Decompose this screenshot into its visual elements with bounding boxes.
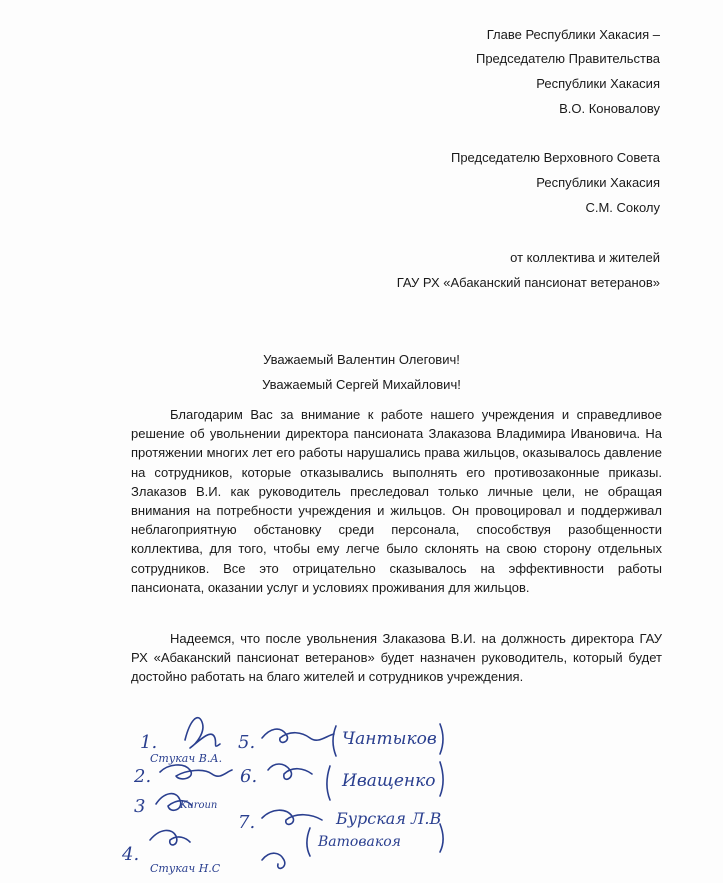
sig-number-1: 1. [140,732,158,753]
greeting-2: Уважаемый Сергей Михайлович! [262,377,461,392]
signature-4-scribble [150,830,190,845]
sig-name-4: Чантыков [342,729,437,749]
bracket-left-5 [333,726,336,756]
addressee-line-7: С.М. Соколу [585,200,660,215]
sig-name-2: Kuroun [180,800,218,811]
addressee-line-6: Республики Хакасия [536,175,660,190]
greeting-1: Уважаемый Валентин Олегович! [263,352,460,367]
signature-1-scribble [185,718,220,748]
sig-name-5: Иващенко [342,771,436,791]
sig-number-4: 4. [122,844,140,865]
addressee-line-5: Председателю Верховного Совета [450,150,660,165]
bracket-left-7 [307,828,310,856]
sig-name-1: Стукач В.А. [150,752,223,765]
sig-number-6: 6. [240,766,258,787]
sig-number-5: 5. [238,732,256,753]
bracket-left-6 [327,766,330,800]
sender-line-1: от коллектива и жителей [510,250,660,265]
sender-line-2: ГАУ РХ «Абаканский пансионат ветеранов» [396,275,660,290]
bracket-right-6 [440,762,443,796]
signatures-drawing [0,700,723,883]
sig-name-7: Ватовакоя [318,834,401,850]
addressee-line-3: Республики Хакасия [536,76,660,91]
sig-number-7: 7. [238,812,256,833]
body-paragraph-2-text: Надеемся, что после увольнения Злаказова В.И. на должность директора ГАУ РХ «Абаканский пансионат ветеранов» будет назначен руководитель, который будет достойно работать на благо жителей и сотрудников учреждения. [131,631,662,685]
sig-number-3: 3 [134,796,146,817]
signatures-block [0,700,723,883]
sig-number-2: 2. [134,766,152,787]
bracket-right-7 [440,824,443,852]
body-paragraph-2 [131,629,662,687]
sig-name-3: Стукач Н.С [150,862,221,875]
addressee-line-4: В.О. Коновалову [559,101,660,116]
sig-name-6: Бурская Л.В [336,809,442,828]
body-paragraph-1 [131,405,662,597]
body-paragraph-1-text: Благодарим Вас за внимание к работе нашего учреждения и справедливое решение об увольнении директора пансионата Злаказова Владимира Ивановича. На протяжении многих лет его работы нарушались права жильцов, оказывалось давление на сотрудников, которые отказывались выполнять его противозаконные приказы. Злаказов В.И. как руководитель преследовал только личные цели, не обращая внимания на потребности учреждения и жильцов. Он провоцировал и поддерживал неблагоприятную обстановку среди персонала, способствуя разобщенности коллектива, для того, чтобы ему легче было склонять на свою сторону отдельных сотрудников. Все это отрицательно сказывалось на эффективности работы пансионата, оказании услуг и условиях проживания для жильцов. [131,407,662,595]
addressee-line-1: Главе Республики Хакасия – [486,27,660,42]
signature-6-scribble [268,764,312,779]
addressee-line-2: Председателю Правительства [475,51,660,66]
signature-2-scribble [160,765,232,779]
bracket-right-5 [440,724,443,754]
signature-8-scribble [262,853,285,868]
signature-5-scribble [262,729,334,742]
signature-7-scribble [262,810,322,824]
